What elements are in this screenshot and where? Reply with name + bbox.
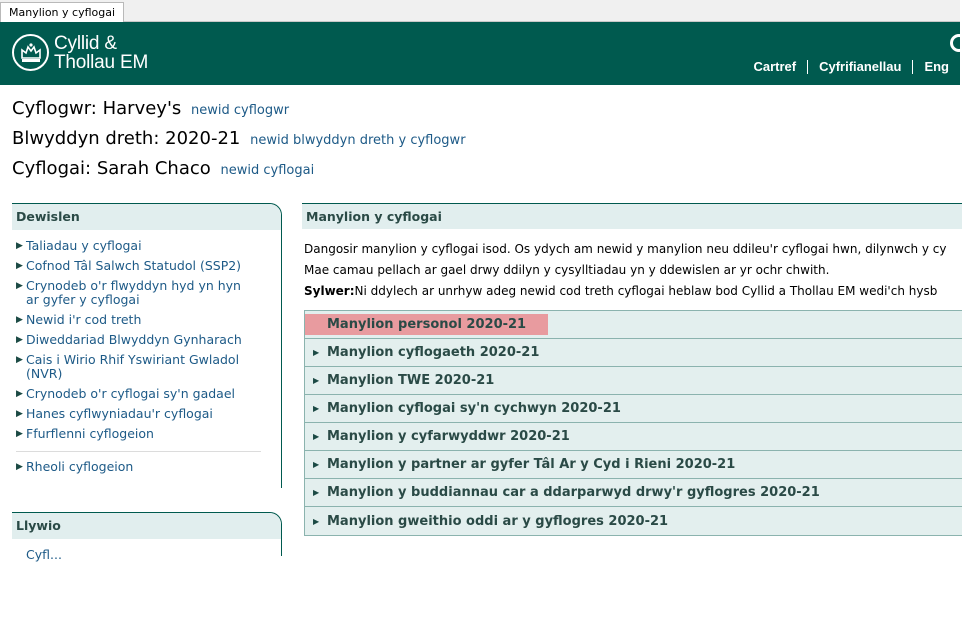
expand-arrow-icon: ▶ [313, 516, 320, 526]
top-nav [742, 60, 960, 74]
site-header [0, 22, 960, 85]
note-label: Sylwer: [304, 284, 355, 298]
section-employment-details[interactable]: ▶ Manylion cyflogaeth 2020-21 [305, 339, 962, 367]
menu-item-leaver-summary[interactable]: ▶ Crynodeb o'r cyflogai sy'n gadael [16, 386, 235, 401]
expand-arrow-icon: ▶ [313, 348, 320, 357]
arrow-right-icon: ▶ [16, 409, 23, 419]
expand-arrow-icon: ▶ [313, 432, 320, 441]
partial-circle-icon [950, 34, 968, 52]
browser-tab-bar [0, 0, 960, 22]
brand-logo-text[interactable] [54, 34, 148, 72]
crown-crest-icon [12, 34, 49, 71]
expand-arrow-icon: ▶ [313, 404, 320, 413]
employer-label: Cyflogwr: [12, 98, 97, 119]
section-car-benefits-details[interactable]: ▶ Manylion y buddiannau car a ddarparwyd drwy'r gyflogres 2020-21 [305, 479, 962, 507]
menu-item-nvr[interactable]: ▶ Cais i Wirio Rhif Yswiriant Gwladol (NVR) [16, 352, 240, 381]
arrow-right-icon: ▶ [16, 389, 23, 399]
employee-row [12, 158, 466, 181]
arrow-right-icon: ▶ [16, 335, 23, 345]
menu-item-ytd-summary[interactable]: ▶ Crynodeb o'r flwyddyn hyd yn hyn ar gyfer y cyflogai [16, 278, 241, 307]
employer-value: Harvey's [102, 98, 182, 119]
taxyear-label: Blwyddyn dreth: [12, 128, 160, 149]
menu-item-ssp2[interactable]: ▶ Cofnod Tâl Salwch Statudol (SSP2) [16, 258, 242, 273]
menu-list [12, 230, 281, 474]
menu-divider [16, 451, 261, 452]
menu-panel [12, 203, 282, 488]
section-paye-details[interactable]: ▶ Manylion TWE 2020-21 [305, 367, 962, 395]
nav-panel [12, 512, 282, 562]
menu-item-employee-forms[interactable]: ▶ Ffurflenni cyflogeion [16, 426, 154, 441]
employer-row [12, 98, 466, 121]
section-personal-details[interactable]: Manylion personol 2020-21 [305, 311, 962, 339]
section-shared-parental-details[interactable]: ▶ Manylion y partner ar gyfer Tâl Ar y Cyd i Rieni 2020-21 [305, 451, 962, 479]
arrow-right-icon: ▶ [16, 315, 23, 325]
employee-value: Sarah Chaco [96, 158, 211, 179]
change-employer-link[interactable]: newid cyflogwr [191, 103, 290, 118]
arrow-right-icon: ▶ [16, 241, 23, 251]
description-line1: Dangosir manylion y cyflogai isod. Os ydych am newid y manylion neu ddileu'r cyflogai hwn, dilynwch y cy [304, 242, 947, 256]
brand-line2: Thollau EM [54, 52, 149, 73]
change-employee-link[interactable]: newid cyflogai [220, 163, 315, 178]
expand-arrow-icon: ▶ [313, 376, 320, 385]
menu-item-submission-history[interactable]: ▶ Hanes cyflwyniadau'r cyflogai [16, 406, 213, 421]
menu-item-earlier-year-update[interactable]: ▶ Diweddariad Blwyddyn Gynharach [16, 332, 242, 347]
nav-home-link[interactable]: Cartref [753, 59, 797, 74]
menu-item-employee-payments[interactable]: ▶ Taliadau y cyflogai [16, 238, 142, 253]
context-info [12, 98, 466, 188]
nav-calculators-link[interactable]: Cyfrifianellau [807, 60, 912, 74]
note-text: Ni ddylech ar unrhyw adeg newid cod treth cyflogai heblaw bod Cyllid a Thollau EM wedi'ch hysb [354, 284, 938, 298]
arrow-right-icon: ▶ [16, 281, 23, 291]
nav-panel-title: Llywio [12, 513, 281, 539]
change-taxyear-link[interactable]: newid blwyddyn dreth y cyflogwr [250, 133, 466, 148]
menu-item-manage-employees[interactable]: ▶ Rheoli cyflogeion [16, 459, 134, 474]
employee-label: Cyflogai: [12, 158, 92, 179]
section-starter-details[interactable]: ▶ Manylion cyflogai sy'n cychwyn 2020-21 [305, 395, 962, 423]
section-accordion [304, 310, 962, 536]
arrow-right-icon: ▶ [16, 355, 23, 365]
arrow-right-icon: ▶ [16, 462, 23, 472]
arrow-right-icon: ▶ [16, 429, 23, 439]
expand-arrow-icon: ▶ [313, 488, 320, 497]
expand-arrow-icon: ▶ [313, 460, 320, 469]
taxyear-value: 2020-21 [165, 128, 241, 149]
menu-item-tax-code-change[interactable]: ▶ Newid i'r cod treth [16, 312, 142, 327]
browser-tab[interactable]: Manylion y cyflogai [0, 2, 124, 22]
note-line [304, 281, 962, 302]
taxyear-row [12, 128, 466, 151]
main-title: Manylion y cyflogai [302, 203, 962, 229]
main-description [302, 229, 962, 302]
main-content [302, 203, 962, 536]
section-director-details[interactable]: ▶ Manylion y cyfarwyddwr 2020-21 [305, 423, 962, 451]
arrow-right-icon: ▶ [16, 261, 23, 271]
brand-line1: Cyllid & [54, 33, 117, 54]
nav-panel-item[interactable]: Cyfl... [26, 547, 62, 562]
section-off-payroll-details[interactable]: ▶ Manylion gweithio oddi ar y gyflogres 2020-21 [305, 507, 962, 535]
nav-english-link[interactable]: Eng [912, 60, 960, 74]
menu-panel-title: Dewislen [12, 204, 281, 230]
description-line2: Mae camau pellach ar gael drwy ddilyn y cysylltiadau yn y ddewislen ar yr ochr chwith. [304, 263, 830, 277]
